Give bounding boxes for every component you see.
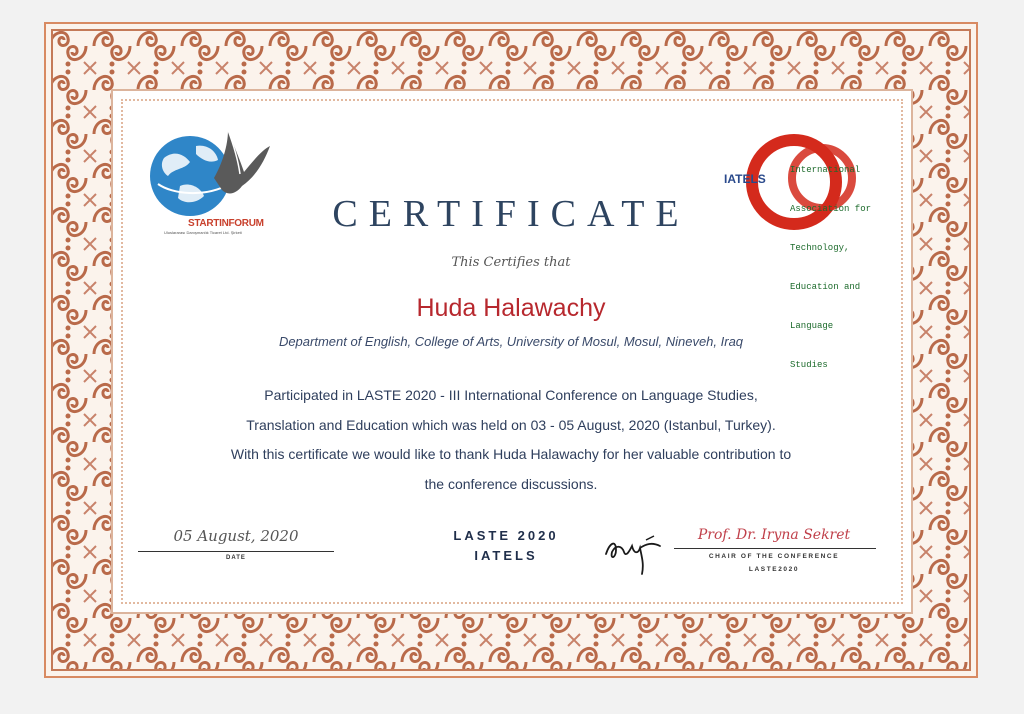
- date-underline: [138, 551, 334, 552]
- certificate-body-text: [126, 381, 896, 499]
- event-name-line2: IATELS: [474, 548, 538, 563]
- body-line: Participated in LASTE 2020 - III International Conference on Language Studies,: [264, 387, 758, 403]
- certifies-text: This Certifies that: [451, 255, 571, 270]
- body-line: With this certificate we would like to thank Huda Halawachy for her valuable contribution to: [230, 446, 792, 462]
- signer-name: Prof. Dr. Iryna Sekret: [697, 527, 851, 543]
- event-name-line1: LASTE 2020: [453, 528, 559, 543]
- body-line: Translation and Education which was held on 03 - 05 August, 2020 (Istanbul, Turkey).: [246, 416, 776, 433]
- date-value: 05 August, 2020: [173, 527, 299, 545]
- startinforum-logo-subtitle: Uluslararası Danışmanlık Ticaret Ltd. Şirketi: [164, 230, 242, 235]
- certificate: [44, 22, 978, 678]
- handwritten-signature: [602, 524, 664, 576]
- signer-role: CHAIR OF THE CONFERENCE: [708, 553, 840, 560]
- signature-underline: [674, 548, 876, 549]
- iatels-line: Association for: [790, 204, 872, 214]
- event-name: [416, 526, 596, 566]
- recipient-affiliation: Department of English, College of Arts, University of Mosul, Mosul, Nineveh, Iraq: [278, 334, 744, 349]
- iatels-line: Studies: [790, 360, 828, 370]
- iatels-line: Education and: [790, 282, 861, 292]
- startinforum-logo-name: STARTINFORUM: [188, 218, 264, 229]
- iatels-acronym: IATELS: [724, 172, 766, 186]
- iatels-line: International: [790, 165, 861, 175]
- body-line: the conference discussions.: [424, 475, 598, 492]
- iatels-line: Technology,: [790, 243, 850, 253]
- recipient-name: Huda Halawachy: [416, 294, 606, 322]
- certificate-title: CERTIFICATE: [332, 193, 690, 235]
- iatels-line: Language: [790, 321, 834, 331]
- signer-event: LASTE2020: [748, 566, 800, 573]
- date-label: DATE: [226, 555, 246, 561]
